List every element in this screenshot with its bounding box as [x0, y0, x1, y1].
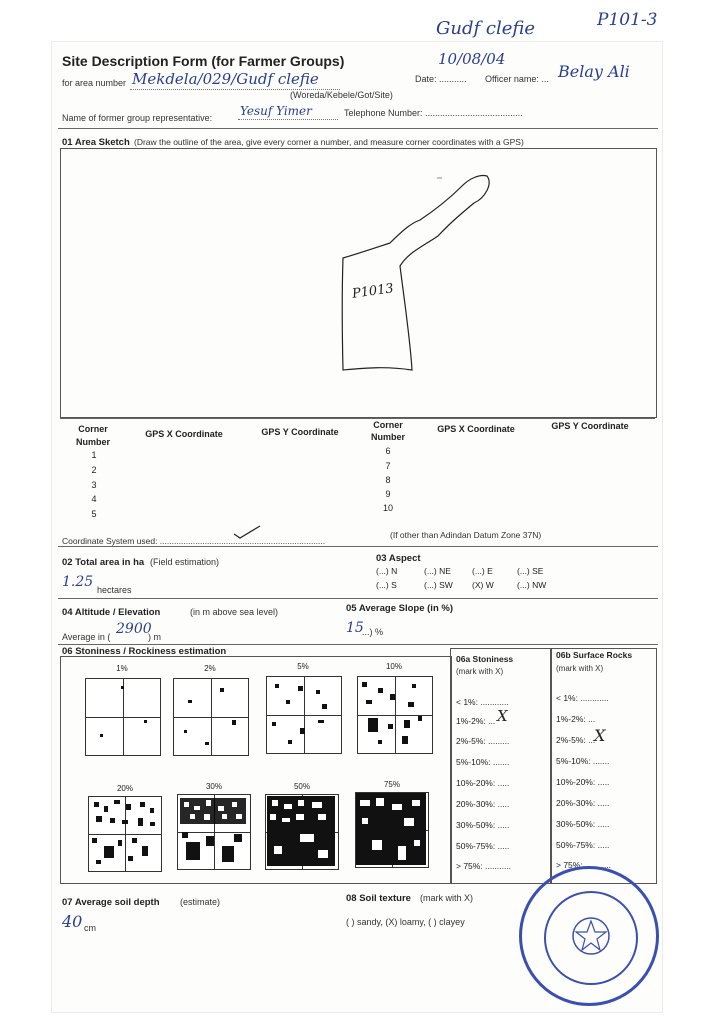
aspect-ne: (...) NE	[424, 566, 451, 576]
s06a-hint: (mark with X)	[456, 667, 504, 676]
th-y-right: GPS Y Coordinate	[551, 421, 629, 431]
rocks-option: 5%-10%: .......	[556, 756, 610, 766]
stoniness-option: > 75%: ...........	[456, 861, 512, 871]
s06-label: 06 Stoniness / Rockiness estimation	[62, 646, 227, 657]
coord-check-mark	[232, 524, 262, 540]
th-y-left: GPS Y Coordinate	[261, 427, 339, 437]
area-hint: (Woreda/Kebele/Got/Site)	[290, 90, 393, 100]
divider	[58, 546, 658, 547]
stone-grid-20	[88, 796, 162, 872]
s08-options: ( ) sandy, (X) loamy, ( ) clayey	[346, 917, 465, 927]
s06a-label: 06a Stoniness	[456, 654, 514, 664]
corner-number: 8	[385, 475, 391, 485]
stoniness-option: 10%-20%: .....	[456, 778, 510, 788]
s02-hint: (Field estimation)	[150, 557, 220, 567]
s03-label: 03 Aspect	[376, 553, 421, 564]
pct-label: 50%	[293, 782, 310, 791]
divider	[58, 644, 658, 645]
s02-label: 02 Total area in ha	[62, 557, 145, 568]
stoniness-option: 2%-5%: .........	[456, 736, 510, 746]
s06b-hint: (mark with X)	[556, 664, 604, 673]
stoniness-option: 5%-10%: .......	[456, 757, 510, 767]
handwritten-site-name: Gudf clefie	[436, 18, 536, 39]
corner-number: 6	[385, 446, 391, 456]
stone-grid-75	[355, 792, 429, 868]
rocks-option: 30%-50%: .....	[556, 819, 610, 829]
corner-number: 4	[91, 494, 97, 504]
corner-number: 3	[91, 480, 97, 490]
rocks-option: 2%-5%: ...	[556, 735, 596, 745]
officer-value: Belay Ali	[558, 62, 630, 81]
rep-label: Name of former group representative:	[62, 113, 213, 123]
table-top-line	[60, 418, 655, 419]
corner-number: 9	[385, 489, 391, 499]
s02-value: 1.25	[62, 574, 94, 590]
phone-label: Telephone Number: .......................................	[344, 108, 523, 118]
corner-number: 1	[91, 450, 97, 460]
sketch-plot-label: P1013	[351, 281, 395, 302]
th-corner-left: Corner	[78, 424, 108, 434]
s04-avg-label: Average in (	[62, 632, 111, 642]
pct-label: 30%	[205, 782, 222, 791]
corner-number: 2	[91, 465, 97, 475]
s04-label: 04 Altitude / Elevation	[62, 607, 161, 618]
th-corner-right: Corner	[373, 420, 403, 430]
area-number-label: for area number	[62, 78, 127, 88]
rocks-option: > 75%: ...........	[556, 860, 612, 870]
stamp-emblem-icon	[568, 913, 614, 959]
rep-line	[238, 119, 338, 120]
stoniness-option: < 1%: ............	[456, 697, 509, 707]
stoniness-option: 50%-75%: .....	[456, 841, 510, 851]
s04-hint: (in m above sea level)	[190, 607, 279, 617]
area-number-value: Mekdela/029/Gudf clefie	[132, 70, 319, 88]
th-x-left: GPS X Coordinate	[145, 429, 223, 439]
aspect-w: (X) W	[472, 580, 494, 590]
divider	[58, 598, 658, 599]
s05-unit: ...) %	[362, 627, 384, 637]
divider	[58, 128, 658, 129]
rocks-option: 10%-20%: .....	[556, 777, 610, 787]
stoniness-mark: X	[497, 707, 508, 725]
date-value: 10/08/04	[438, 50, 506, 68]
aspect-se: (...) SE	[517, 566, 544, 576]
s07-hint: (estimate)	[180, 897, 221, 907]
date-label: Date: ...........	[415, 74, 467, 84]
stone-grid-2	[173, 678, 249, 756]
s05-label: 05 Average Slope (in %)	[346, 603, 453, 614]
s01-label: 01 Area Sketch	[62, 137, 130, 148]
s05-value: 15	[346, 620, 364, 636]
aspect-s: (...) S	[376, 580, 397, 590]
stoniness-option: 1%-2%: ...	[456, 716, 496, 726]
rocks-option: < 1%: ............	[556, 693, 609, 703]
th-number-left: Number	[75, 437, 110, 447]
stone-grid-1	[85, 678, 161, 756]
s01-hint: (Draw the outline of the area, give every corner a number, and measure corner coordinates with a GPS)	[134, 137, 524, 147]
th-x-right: GPS X Coordinate	[437, 424, 515, 434]
rocks-mark: X	[594, 726, 606, 745]
pct-label: 5%	[297, 662, 309, 671]
th-number-right: Number	[370, 432, 405, 442]
rocks-option: 50%-75%: .....	[556, 840, 610, 850]
aspect-e: (...) E	[472, 566, 493, 576]
coord-system-hint: (If other than Adindan Datum Zone 37N)	[390, 530, 542, 540]
s02-unit: hectares	[97, 585, 132, 595]
pct-label: 1%	[116, 664, 128, 673]
office-stamp	[519, 866, 659, 1006]
handwritten-plot-id: P101-3	[597, 10, 658, 30]
pct-label: 75%	[383, 780, 400, 789]
rep-value: Yesuf Yimer	[240, 104, 312, 118]
s08-hint: (mark with X)	[420, 893, 474, 903]
rocks-option: 1%-2%: ...	[556, 714, 596, 724]
aspect-n: (...) N	[376, 566, 398, 576]
pct-label: 10%	[385, 662, 402, 671]
s07-label: 07 Average soil depth	[62, 897, 160, 908]
corner-number: 7	[385, 461, 391, 471]
s07-value: 40	[62, 912, 83, 931]
rocks-option: 20%-30%: .....	[556, 798, 610, 808]
s08-label: 08 Soil texture	[346, 893, 411, 904]
stone-grid-10	[357, 676, 433, 754]
s07-unit: cm	[84, 923, 96, 933]
s06b-label: 06b Surface Rocks	[556, 650, 633, 660]
aspect-nw: (...) NW	[517, 580, 547, 590]
pct-label: 2%	[204, 664, 216, 673]
form-title: Site Description Form (for Farmer Groups)	[62, 53, 345, 69]
stoniness-option: 30%-50%: .....	[456, 820, 510, 830]
aspect-sw: (...) SW	[424, 580, 453, 590]
corner-number: 10	[382, 503, 393, 513]
s04-unit: ) m	[148, 632, 161, 642]
stone-grid-5	[266, 676, 342, 754]
officer-label: Officer name: ...	[485, 74, 549, 84]
stone-grid-30	[177, 794, 251, 870]
sketch-drawing	[60, 148, 655, 416]
pct-label: 20%	[116, 784, 133, 793]
coord-system-label: Coordinate System used: ......................................................................	[62, 536, 326, 546]
stoniness-option: 20%-30%: .....	[456, 799, 510, 809]
corner-number: 5	[91, 509, 97, 519]
s04-value: 2900	[116, 621, 152, 637]
stone-grid-50	[265, 794, 339, 870]
